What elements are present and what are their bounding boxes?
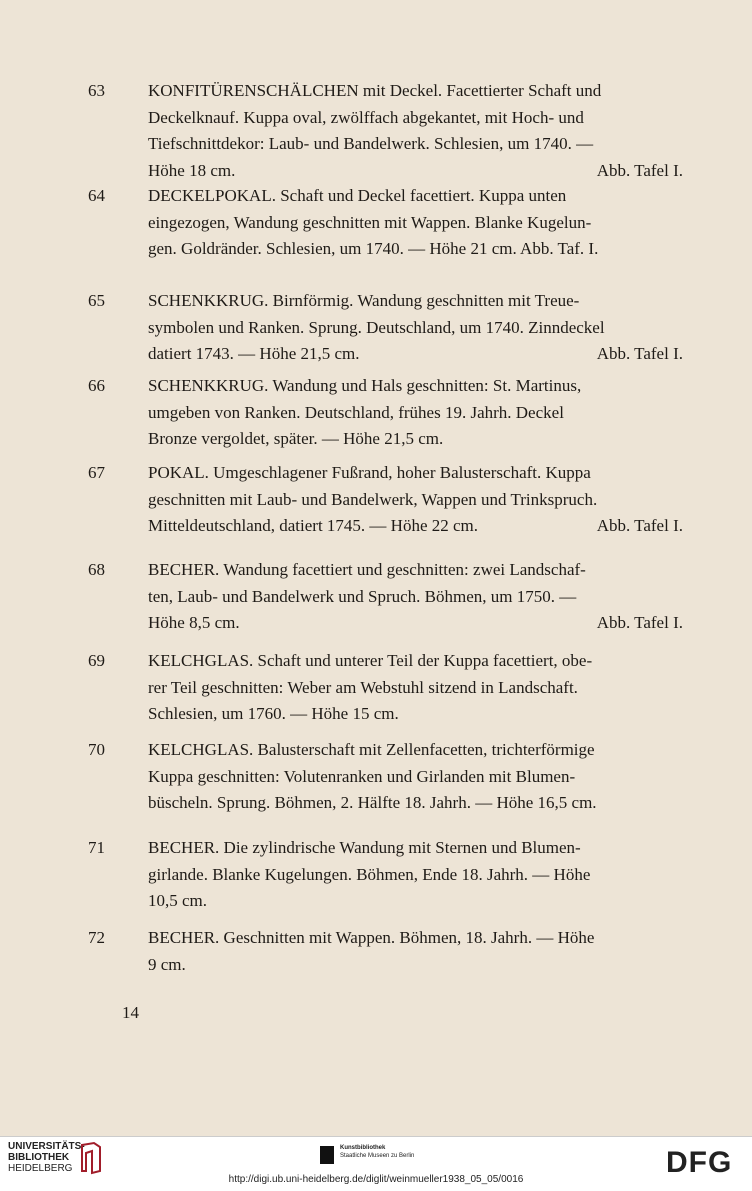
- entry-line-text: BECHER. Die zylindrische Wandung mit Sternen und Blumen-: [148, 838, 581, 857]
- entry-last-line: [118, 952, 683, 979]
- entry-last-line: [118, 513, 683, 540]
- dfg-logo[interactable]: DFG: [666, 1146, 733, 1179]
- entry-text-line: [88, 288, 683, 315]
- entry-last-line: [118, 888, 683, 915]
- page-number: 14: [122, 1003, 139, 1022]
- entry-number: 70: [88, 740, 105, 759]
- entry-text-line: [118, 862, 683, 889]
- entry-number: 68: [88, 560, 105, 579]
- entry-dimensions: Mitteldeutschland, datiert 1745. — Höhe 22 cm.: [148, 516, 479, 535]
- catalog-entry: [88, 288, 683, 368]
- entry-dimensions: Höhe 8,5 cm.: [148, 613, 240, 632]
- entry-line-text: BECHER. Geschnitten mit Wappen. Böhmen, 18. Jahrh. — Höhe: [148, 928, 595, 947]
- entry-line-text: SCHENKKRUG. Birnförmig. Wandung geschnitten mit Treue-: [148, 291, 580, 310]
- entry-text-line: [88, 373, 683, 400]
- entry-line-text: KELCHGLAS. Balusterschaft mit Zellenfacetten, trichterförmige: [148, 740, 595, 759]
- entry-dimensions: 9 cm.: [148, 954, 186, 974]
- entry-line-text: POKAL. Umgeschlagener Fußrand, hoher Balusterschaft. Kuppa: [148, 463, 591, 482]
- entry-text-line: [118, 105, 683, 132]
- library-name-line3: HEIDELBERG: [8, 1163, 73, 1174]
- entry-text-line: [118, 675, 683, 702]
- catalog-entry: [88, 648, 683, 728]
- catalog-entry: [88, 183, 683, 263]
- entry-plate-reference: Abb. Tafel I.: [596, 613, 683, 632]
- entry-plate-reference: Abb. Tafel I.: [596, 160, 683, 180]
- entry-text-line: [118, 400, 683, 427]
- entry-line-text: KONFITÜRENSCHÄLCHEN mit Deckel. Facettierter Schaft und: [148, 81, 602, 100]
- entry-dimensions: Höhe 18 cm.: [148, 160, 236, 180]
- entry-dimensions: 10,5 cm.: [148, 891, 208, 910]
- entry-dimensions: gen. Goldränder. Schlesien, um 1740. — Höhe 21 cm. Abb. Taf. I.: [148, 239, 599, 258]
- entry-number: 71: [88, 838, 105, 857]
- entry-last-line: [118, 701, 683, 728]
- university-library-logo[interactable]: [8, 1141, 85, 1174]
- entry-plate-reference: Abb. Tafel I.: [596, 344, 683, 363]
- kb-subtitle: Staatliche Museen zu Berlin: [340, 1153, 415, 1159]
- entry-text-line: [88, 460, 683, 487]
- entry-text-line: [118, 315, 683, 342]
- entry-line-text: Tiefschnittdekor: Laub- und Bandelwerk. Schlesien, um 1740. —: [148, 134, 594, 153]
- entry-line-text: umgeben von Ranken. Deutschland, frühes 19. Jahrh. Deckel: [148, 402, 564, 422]
- library-name-line1: UNIVERSITÄTS-: [8, 1141, 85, 1152]
- entry-line-text: eingezogen, Wandung geschnitten mit Wappen. Blanke Kugelun-: [148, 212, 592, 232]
- entry-text-line: [88, 737, 683, 764]
- entry-text-line: [118, 584, 683, 611]
- entry-dimensions: Bronze vergoldet, später. — Höhe 21,5 cm.: [148, 429, 444, 448]
- kb-title: Kunstbibliothek: [340, 1145, 386, 1151]
- entry-number: 67: [88, 463, 105, 482]
- kunstbibliothek-logo-icon: [320, 1146, 334, 1164]
- entry-number: 72: [88, 928, 105, 947]
- entry-number: 65: [88, 291, 105, 310]
- entry-line-text: girlande. Blanke Kugelungen. Böhmen, Ende 18. Jahrh. — Höhe: [148, 864, 591, 884]
- catalog-entry: [88, 460, 683, 540]
- entry-line-text: symbolen und Ranken. Sprung. Deutschland, um 1740. Zinndeckel: [148, 317, 605, 337]
- entry-last-line: [118, 426, 683, 453]
- entry-line-text: geschnitten mit Laub- und Bandelwerk, Wappen und Trinkspruch.: [148, 489, 598, 509]
- entry-dimensions: büscheln. Sprung. Böhmen, 2. Hälfte 18. Jahrh. — Höhe 16,5 cm.: [148, 793, 597, 812]
- entry-last-line: [118, 610, 683, 637]
- entry-text-line: [118, 210, 683, 237]
- entry-line-text: Kuppa geschnitten: Volutenranken und Girlanden mit Blumen-: [148, 766, 576, 786]
- entry-last-line: [118, 158, 683, 185]
- kunstbibliothek-label[interactable]: [340, 1144, 414, 1160]
- library-emblem-icon: [78, 1141, 104, 1175]
- entry-text-line: [118, 764, 683, 791]
- entry-text-line: [88, 925, 683, 952]
- entry-text-line: [88, 78, 683, 105]
- entry-number: 69: [88, 651, 105, 670]
- entry-text-line: [88, 648, 683, 675]
- entry-dimensions: Schlesien, um 1760. — Höhe 15 cm.: [148, 704, 399, 723]
- entry-line-text: ten, Laub- und Bandelwerk und Spruch. Böhmen, um 1750. —: [148, 586, 577, 606]
- entry-last-line: [118, 790, 683, 817]
- entry-last-line: [118, 236, 683, 263]
- entry-dimensions: datiert 1743. — Höhe 21,5 cm.: [148, 344, 360, 363]
- entry-number: 63: [88, 81, 105, 100]
- entry-line-text: rer Teil geschnitten: Weber am Webstuhl sitzend in Landschaft.: [148, 677, 578, 697]
- catalog-entry: [88, 835, 683, 915]
- entry-number: 66: [88, 376, 105, 395]
- catalog-entry: [88, 557, 683, 637]
- catalog-entry: [88, 925, 683, 978]
- library-name-line2: BIBLIOTHEK: [8, 1152, 70, 1163]
- entry-text-line: [88, 183, 683, 210]
- entry-number: 64: [88, 186, 105, 205]
- source-url-link[interactable]: http://digi.ub.uni-heidelberg.de/diglit/weinmueller1938_05_05/0016: [228, 1174, 524, 1185]
- entry-text-line: [88, 835, 683, 862]
- entry-text-line: [118, 131, 683, 158]
- entry-text-line: [88, 557, 683, 584]
- entry-line-text: KELCHGLAS. Schaft und unterer Teil der Kuppa facettiert, obe-: [148, 651, 593, 670]
- entry-text-line: [118, 487, 683, 514]
- entry-line-text: Deckelknauf. Kuppa oval, zwölffach abgekantet, mit Hoch- und: [148, 107, 584, 127]
- entry-line-text: DECKELPOKAL. Schaft und Deckel facettiert. Kuppa unten: [148, 186, 567, 205]
- entry-line-text: SCHENKKRUG. Wandung und Hals geschnitten: St. Martinus,: [148, 376, 582, 395]
- entry-line-text: BECHER. Wandung facettiert und geschnitten: zwei Landschaf-: [148, 560, 586, 579]
- catalog-entry: [88, 737, 683, 817]
- catalog-entry: [88, 373, 683, 453]
- entry-plate-reference: Abb. Tafel I.: [596, 516, 683, 535]
- entry-last-line: [118, 341, 683, 368]
- catalog-entry: [88, 78, 683, 184]
